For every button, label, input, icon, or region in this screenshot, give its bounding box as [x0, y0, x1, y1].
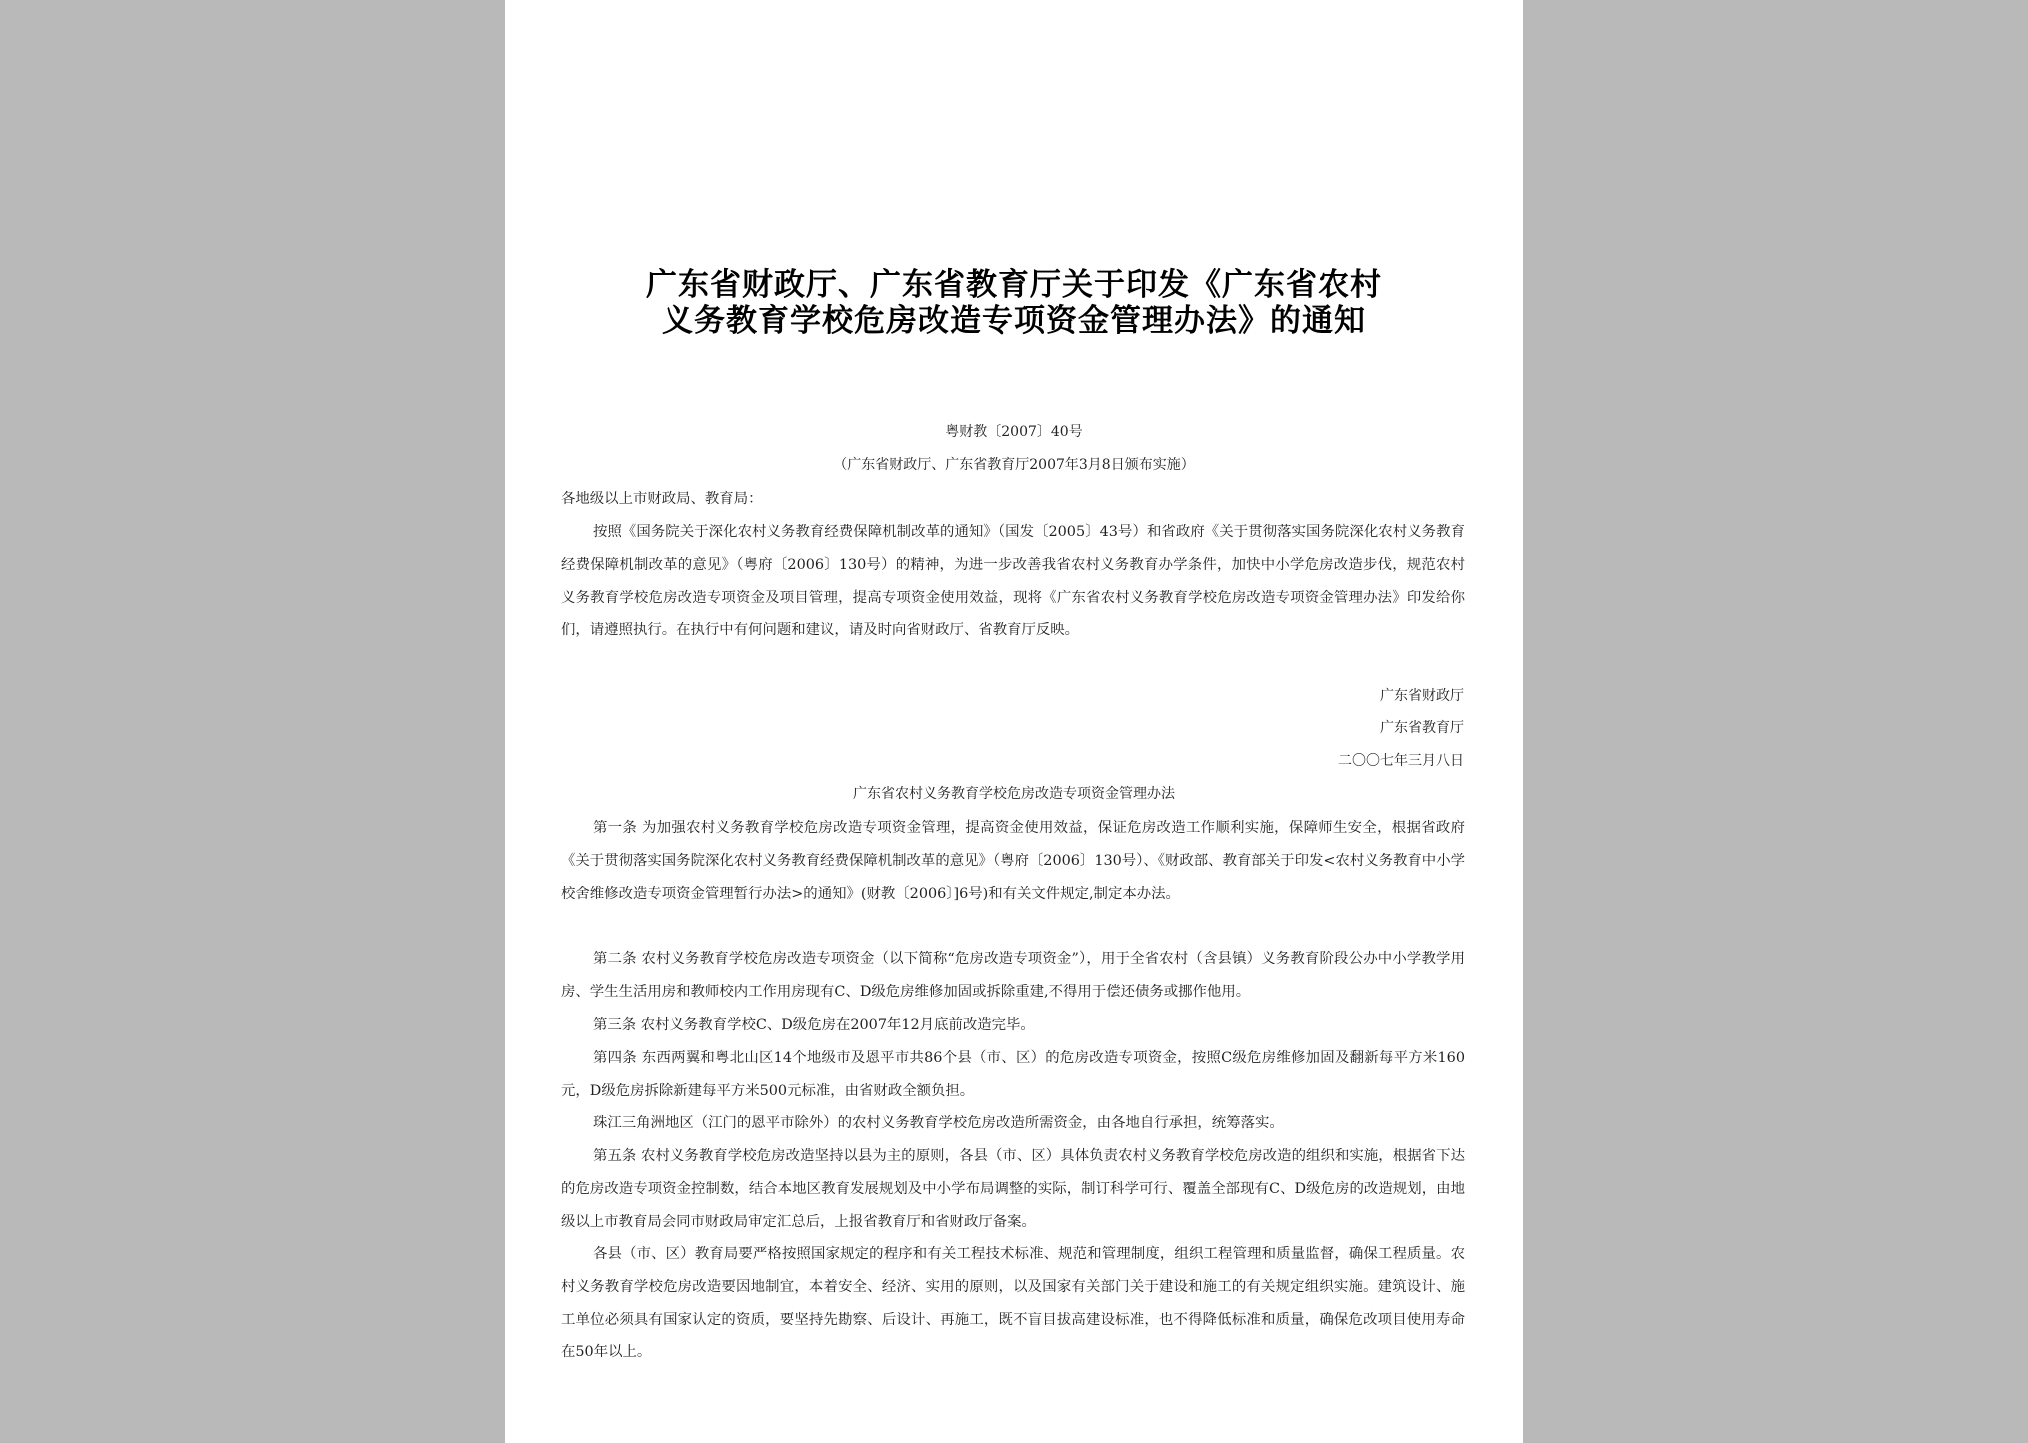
article-4-paragraph-2: 珠江三角洲地区（江门的恩平市除外）的农村义务教育学校危房改造所需资金，由各地自行承担，统筹落实。	[593, 1115, 1284, 1131]
document-number: 粤财教〔2007〕40号	[945, 424, 1083, 440]
issue-date: 二〇〇七年三月八日	[1338, 753, 1464, 769]
article-5: 第五条 农村义务教育学校危房改造坚持以县为主的原则，各县（市、区）具体负责农村义务教育学校危房改造的组织和实施，根据省下达的危房改造专项资金控制数，结合本地区教育发展规划及中小学布局调整的实际，制订科学可行、覆盖全部现有C、D级危房的改造规划，由地级以上市教育局会同市财政局审定汇总后，上报省教育厅和省财政厅备案。	[561, 1148, 1465, 1230]
salutation: 各地级以上市财政局、教育局：	[561, 491, 763, 507]
document-page	[505, 0, 1523, 1443]
document-title-line1: 广东省财政厅、广东省教育厅关于印发《广东省农村	[646, 267, 1382, 303]
article-4: 第四条 东西两翼和粤北山区14个地级市及恩平市共86个县（市、区）的危房改造专项资金，按照C级危房维修加固及翻新每平方米160元，D级危房拆除新建每平方米500元标准，由省财政全额负担。	[561, 1050, 1465, 1099]
signer-finance-dept: 广东省财政厅	[1380, 688, 1464, 704]
document-title-line2: 义务教育学校危房改造专项资金管理办法》的通知	[662, 303, 1366, 339]
article-2: 第二条 农村义务教育学校危房改造专项资金（以下简称“危房改造专项资金”），用于全省农村（含县镇）义务教育阶段公办中小学教学用房、学生生活用房和教师校内工作用房现有C、D级危房维修加固或拆除重建,不得用于偿还债务或挪作他用。	[561, 951, 1465, 1000]
issued-note: （广东省财政厅、广东省教育厅2007年3月8日颁布实施）	[833, 457, 1195, 473]
measures-title: 广东省农村义务教育学校危房改造专项资金管理办法	[853, 786, 1175, 802]
signer-education-dept: 广东省教育厅	[1380, 720, 1464, 736]
article-1: 第一条 为加强农村义务教育学校危房改造专项资金管理，提高资金使用效益，保证危房改造工作顺利实施，保障师生安全，根据省政府《关于贯彻落实国务院深化农村义务教育经费保障机制改革的意见》（粤府〔2006〕130号）、《财政部、教育部关于印发<农村义务教育中小学校舍维修改造专项资金管理暂行办法>的通知》(财教〔2006〕]6号)和有关文件规定,制定本办法。	[561, 820, 1465, 902]
article-5-paragraph-2: 各县（市、区）教育局要严格按照国家规定的程序和有关工程技术标准、规范和管理制度，组织工程管理和质量监督，确保工程质量。农村义务教育学校危房改造要因地制宜，本着安全、经济、实用的原则，以及国家有关部门关于建设和施工的有关规定组织实施。建筑设计、施工单位必须具有国家认定的资质，要坚持先勘察、后设计、再施工，既不盲目拔高建设标准，也不得降低标准和质量，确保危改项目使用寿命在50年以上。	[561, 1246, 1465, 1361]
intro-paragraph: 按照《国务院关于深化农村义务教育经费保障机制改革的通知》（国发〔2005〕43号）和省政府《关于贯彻落实国务院深化农村义务教育经费保障机制改革的意见》（粤府〔2006〕130号）的精神，为进一步改善我省农村义务教育办学条件，加快中小学危房改造步伐，规范农村义务教育学校危房改造专项资金及项目管理，提高专项资金使用效益，现将《广东省农村义务教育学校危房改造专项资金管理办法》印发给你们，请遵照执行。在执行中有何问题和建议，请及时向省财政厅、省教育厅反映。	[561, 524, 1465, 639]
article-3: 第三条 农村义务教育学校C、D级危房在2007年12月底前改造完毕。	[593, 1017, 1035, 1033]
